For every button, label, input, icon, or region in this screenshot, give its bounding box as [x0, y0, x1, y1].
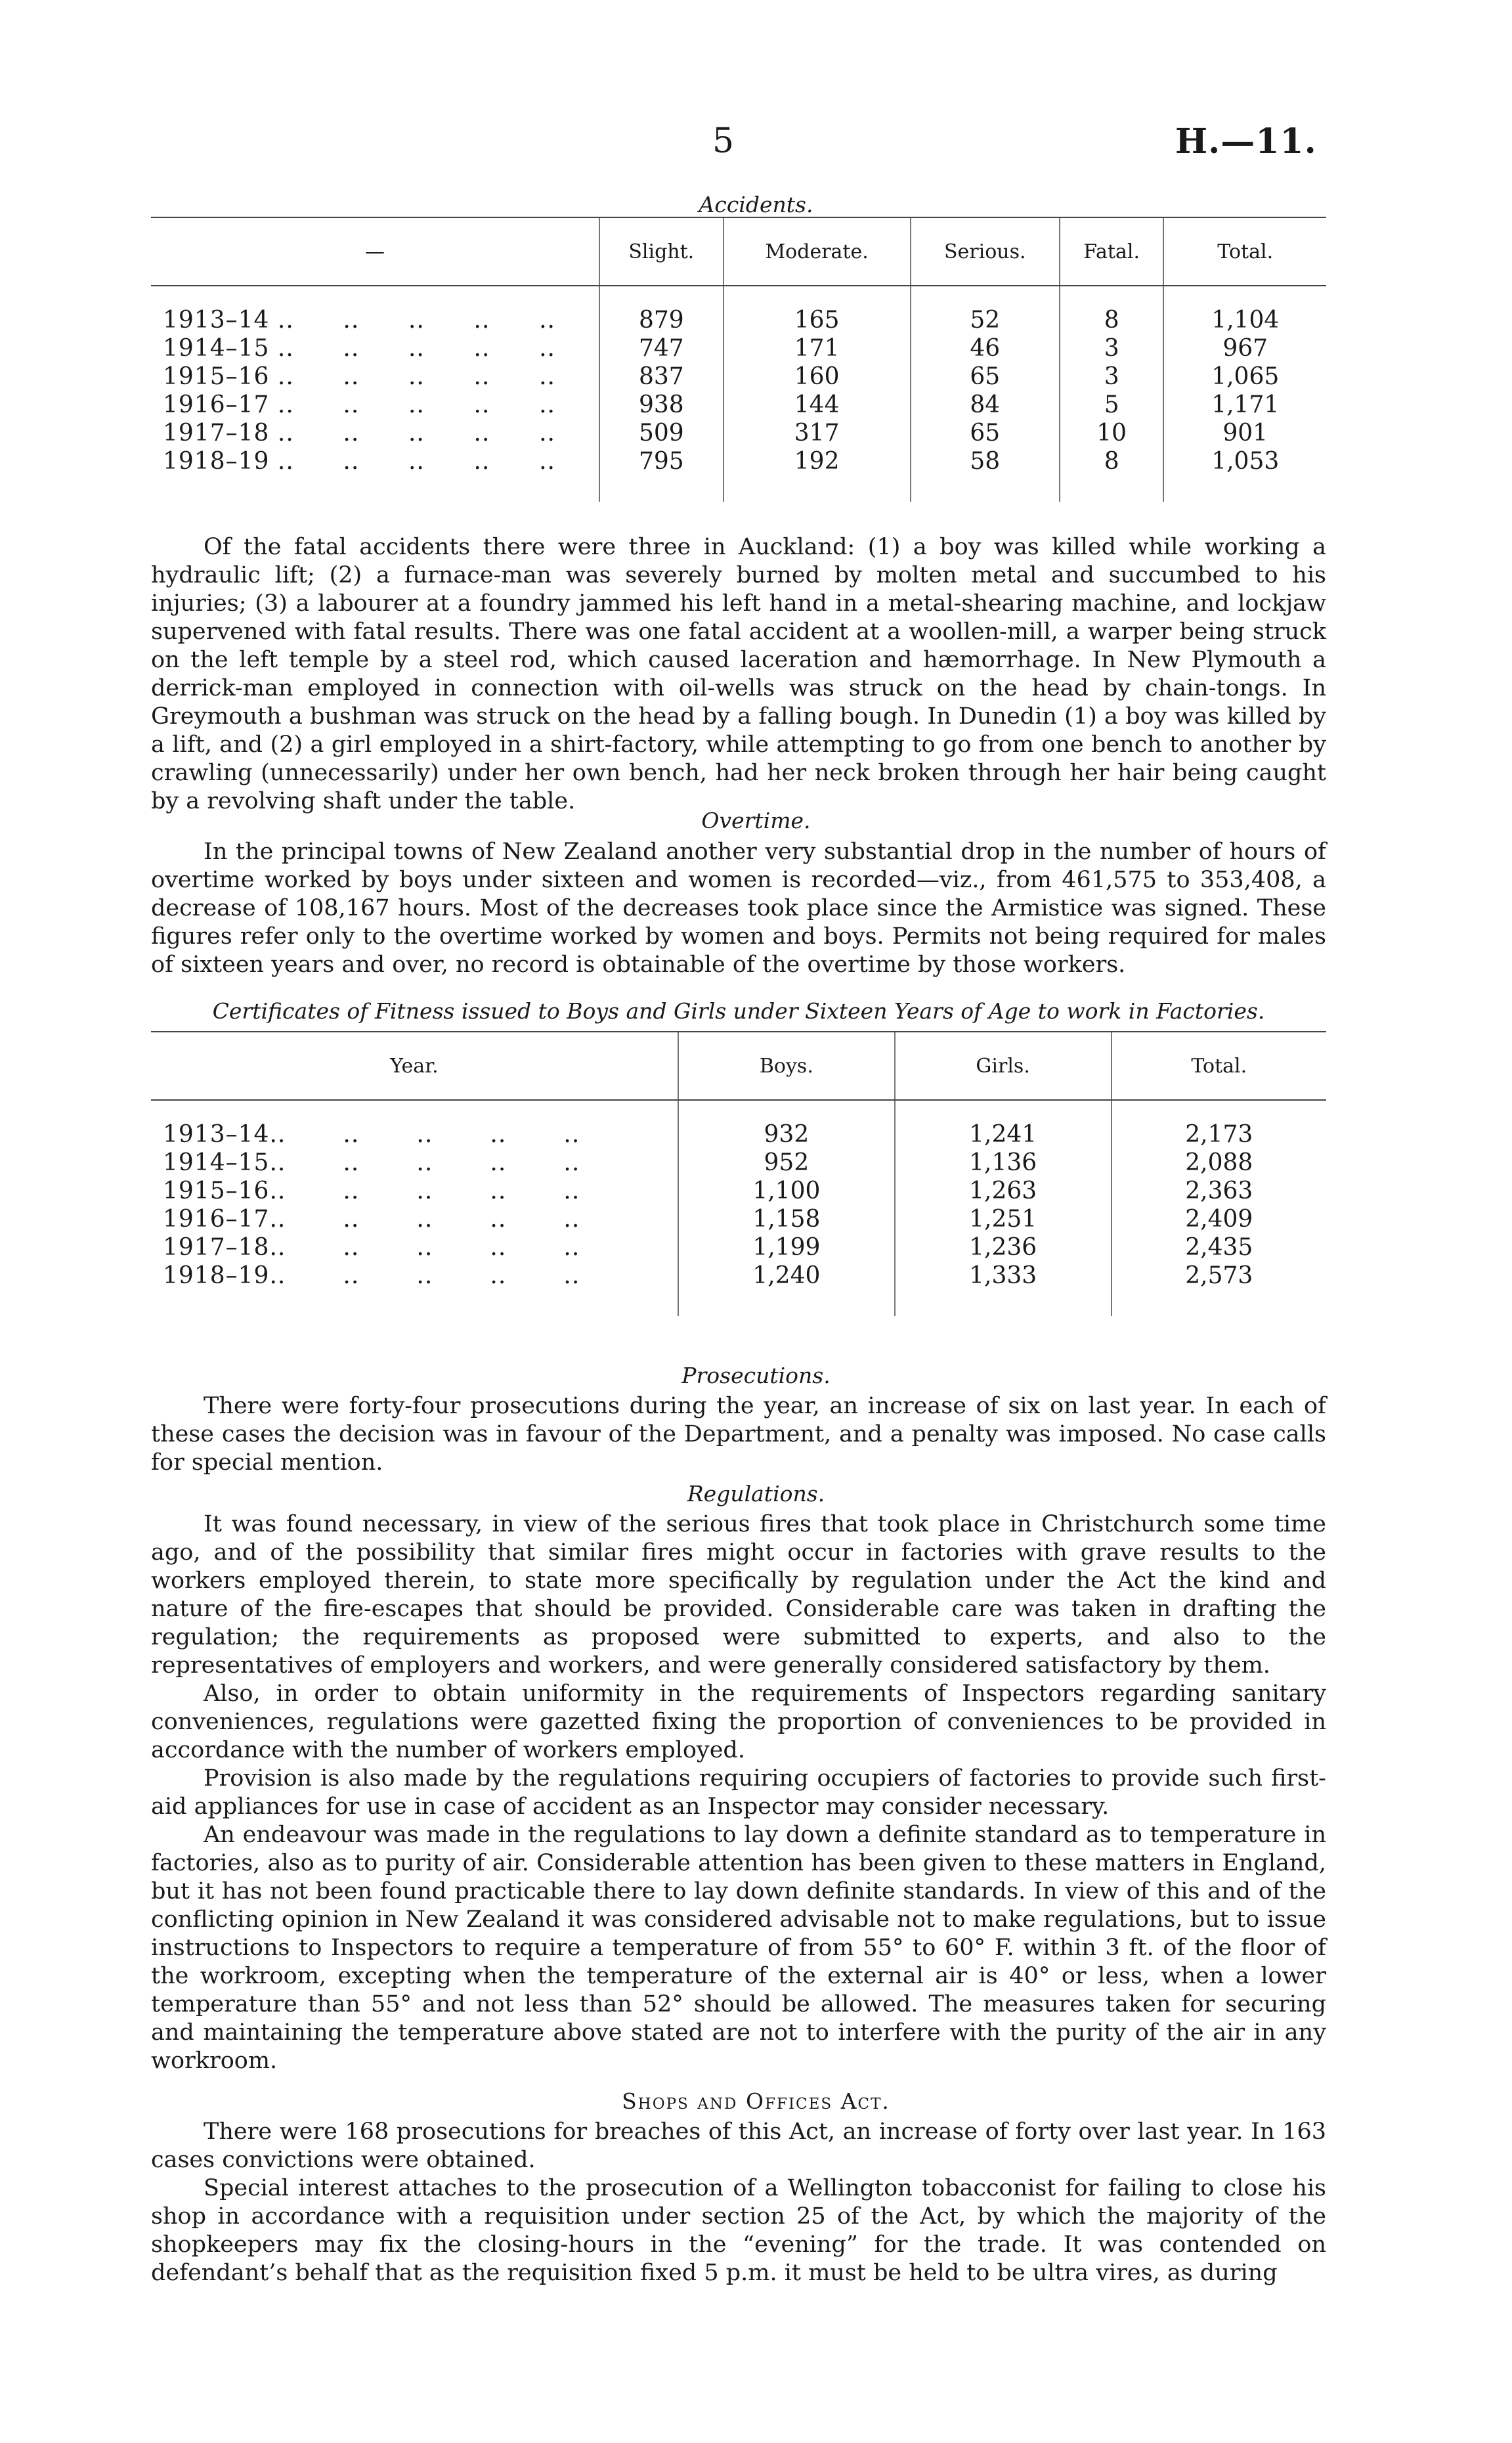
- fatal-cell: 3: [1060, 334, 1164, 363]
- table-row: [151, 391, 1326, 419]
- slight-cell: 879: [599, 306, 724, 334]
- year-cell: 1913–14.. .. .. .. ..: [163, 1121, 580, 1148]
- regulations-caption: Regulations.: [687, 1481, 825, 1507]
- column-header: Total.: [1163, 217, 1326, 286]
- year-cell: 1915–16 .. .. .. .. ..: [163, 363, 555, 390]
- girls-cell: 1,333: [895, 1262, 1112, 1290]
- table-row: [151, 363, 1326, 391]
- column-header: Serious.: [911, 217, 1060, 286]
- year-cell: 1918–19.. .. .. .. ..: [163, 1262, 580, 1289]
- slight-cell: 837: [599, 363, 724, 391]
- year-cell: 1913–14 .. .. .. .. ..: [163, 307, 555, 334]
- moderate-cell: 192: [724, 447, 911, 475]
- girls-cell: 1,263: [895, 1177, 1112, 1205]
- serious-cell: 52: [911, 306, 1060, 334]
- overtime-caption: Overtime.: [701, 808, 811, 833]
- regulations-paragraph: An endeavour was made in the regulations to lay down a definite standard as to temperature in factories, also as to purity of air. Considerable attention has been given to these matters in England, but it has not been found practicable there to lay down definite standards. In view of this and of the conflicting opinion in New Zealand it was considered advisable not to make regulations, but to issue instructions to Inspectors to require a temperature of from 55° to 60° F. within 3 ft. of the floor of the workroom, excepting when the temperature of the external air is 40° or less, when a lower temperature than 55° and not less than 52° should be allowed. The measures taken for securing and maintaining the temperature above stated are not to interfere with the purity of the air in any workroom.: [151, 1822, 1326, 2074]
- fatal-cell: 10: [1060, 419, 1164, 447]
- fatal-cell: 5: [1060, 391, 1164, 419]
- total-cell: 2,363: [1112, 1177, 1326, 1205]
- girls-cell: 1,136: [895, 1149, 1112, 1177]
- page-number: 5: [712, 121, 735, 161]
- total-cell: 1,065: [1163, 363, 1326, 391]
- fatal-cell: 8: [1060, 306, 1164, 334]
- moderate-cell: 317: [724, 419, 911, 447]
- year-cell: 1915–16.. .. .. .. ..: [163, 1177, 580, 1204]
- column-header: Year.: [151, 1032, 678, 1100]
- table-row: [151, 1149, 1326, 1177]
- slight-cell: 747: [599, 334, 724, 363]
- year-cell: 1916–17.. .. .. .. ..: [163, 1206, 580, 1233]
- moderate-cell: 160: [724, 363, 911, 391]
- year-cell: 1916–17 .. .. .. .. ..: [163, 391, 555, 418]
- table-row: [151, 306, 1326, 334]
- girls-cell: 1,236: [895, 1233, 1112, 1262]
- column-header: Fatal.: [1060, 217, 1164, 286]
- accidents-paragraph: Of the fatal accidents there were three in Auckland: (1) a boy was killed while working a hydraulic lift; (2) a furnace-man was severely burned by molten metal and succumbed to his injuries; (3) a labourer at a foundry jammed his left hand in a metal-shearing machine, and lockjaw supervened with fatal results. There was one fatal accident at a woollen-mill, a warper being struck on the left temple by a steel rod, which caused laceration and hæmorrhage. In New Plymouth a derrick-man employed in connection with oil-wells was struck on the head by chain-tongs. In Greymouth a bushman was struck on the head by a falling bough. In Dunedin (1) a boy was killed by a lift, and (2) a girl employed in a shirt-factory, while attempting to go from one bench to another by crawling (unnecessarily) under her own bench, had her neck broken through her hair being caught by a revolving shaft under the table.: [151, 534, 1326, 814]
- boys-cell: 952: [678, 1149, 895, 1177]
- moderate-cell: 165: [724, 306, 911, 334]
- column-header: Girls.: [895, 1032, 1112, 1100]
- table-row: [151, 419, 1326, 447]
- year-cell: 1918–19 .. .. .. .. ..: [163, 448, 555, 475]
- regulations-paragraph: Provision is also made by the regulations requiring occupiers of factories to provide such first-aid appliances for use in case of accident as an Inspector may consider necessary.: [151, 1765, 1326, 1820]
- total-cell: 1,171: [1163, 391, 1326, 419]
- boys-cell: 1,199: [678, 1233, 895, 1262]
- boys-cell: 1,158: [678, 1205, 895, 1233]
- moderate-cell: 171: [724, 334, 911, 363]
- column-header: Total.: [1112, 1032, 1326, 1100]
- table-header-row: [151, 1032, 1326, 1100]
- total-cell: 1,104: [1163, 306, 1326, 334]
- serious-cell: 84: [911, 391, 1060, 419]
- serious-cell: 58: [911, 447, 1060, 475]
- total-cell: 967: [1163, 334, 1326, 363]
- certificates-table: [151, 1031, 1326, 1316]
- year-cell: 1917–18.. .. .. .. ..: [163, 1234, 580, 1261]
- total-cell: 2,409: [1112, 1205, 1326, 1233]
- fatal-cell: 3: [1060, 363, 1164, 391]
- fatal-cell: 8: [1060, 447, 1164, 475]
- year-cell: 1914–15 .. .. .. .. ..: [163, 335, 555, 362]
- accidents-caption: Accidents.: [699, 192, 813, 217]
- overtime-paragraph: In the principal towns of New Zealand another very substantial drop in the number of hours of overtime worked by boys under sixteen and women is recorded—viz., from 461,575 to 353,408, a decrease of 108,167 hours. Most of the decreases took place since the Armistice was signed. These figures refer only to the overtime worked by women and boys. Permits not being required for males of sixteen years and over, no record is obtainable of the overtime by those workers.: [151, 839, 1326, 978]
- column-header: Moderate.: [724, 217, 911, 286]
- year-cell: 1914–15.. .. .. .. ..: [163, 1149, 580, 1176]
- slight-cell: 795: [599, 447, 724, 475]
- document-code: H.—11.: [1175, 121, 1317, 162]
- table-row: [151, 1262, 1326, 1290]
- shops-act-paragraph: There were 168 prosecutions for breaches of this Act, an increase of forty over last year. In 163 cases convictions were obtained.: [151, 2119, 1326, 2173]
- slight-cell: 509: [599, 419, 724, 447]
- boys-cell: 1,240: [678, 1262, 895, 1290]
- prosecutions-caption: Prosecutions.: [681, 1363, 831, 1388]
- certificates-caption: Certificates of Fitness issued to Boys and Girls under Sixteen Years of Age to work in Factories.: [212, 998, 1265, 1024]
- moderate-cell: 144: [724, 391, 911, 419]
- total-cell: 2,573: [1112, 1262, 1326, 1290]
- year-cell: 1917–18 .. .. .. .. ..: [163, 420, 555, 447]
- girls-cell: 1,241: [895, 1120, 1112, 1149]
- shops-act-caption: Shops and Offices Act.: [622, 2088, 890, 2114]
- regulations-paragraphs: [151, 1510, 1326, 2075]
- serious-cell: 46: [911, 334, 1060, 363]
- column-header: —: [151, 217, 599, 286]
- boys-cell: 932: [678, 1120, 895, 1149]
- total-cell: 901: [1163, 419, 1326, 447]
- prosecutions-paragraph: There were forty-four prosecutions during the year, an increase of six on last year. In each of these cases the decision was in favour of the Department, and a penalty was imposed. No case calls for special mention.: [151, 1393, 1326, 1476]
- regulations-paragraph: Also, in order to obtain uniformity in the requirements of Inspectors regarding sanitary conveniences, regulations were gazetted fixing the proportion of conveniences to be provided in accordance with the number of workers employed.: [151, 1681, 1326, 1763]
- girls-cell: 1,251: [895, 1205, 1112, 1233]
- table-row: [151, 1205, 1326, 1233]
- total-cell: 2,088: [1112, 1149, 1326, 1177]
- total-cell: 2,435: [1112, 1233, 1326, 1262]
- boys-cell: 1,100: [678, 1177, 895, 1205]
- accidents-table: [151, 217, 1326, 502]
- table-row: [151, 1177, 1326, 1205]
- table-row: [151, 1233, 1326, 1262]
- slight-cell: 938: [599, 391, 724, 419]
- shops-act-paragraph: Special interest attaches to the prosecution of a Wellington tobacconist for failing to close his shop in accordance with a requisition under section 25 of the Act, by which the majority of the shopkeepers may fix the closing-hours in the “evening” for the trade. It was contended on defendant’s behalf that as the requisition fixed 5 p.m. it must be held to be ultra vires, as during: [151, 2175, 1326, 2286]
- table-row: [151, 447, 1326, 475]
- table-header-row: [151, 217, 1326, 286]
- serious-cell: 65: [911, 419, 1060, 447]
- column-header: Slight.: [599, 217, 724, 286]
- regulations-paragraph: It was found necessary, in view of the serious fires that took place in Christchurch some time ago, and of the possibility that similar fires might occur in factories with grave results to the workers employed therein, to state more specifically by regulation under the Act the kind and nature of the fire-escapes that should be provided. Considerable care was taken in drafting the regulation; the requirements as proposed were submitted to experts, and also to the representatives of employers and workers, and were generally considered satisfactory by them.: [151, 1511, 1326, 1679]
- shops-act-paragraphs: [151, 2118, 1326, 2287]
- total-cell: 1,053: [1163, 447, 1326, 475]
- table-row: [151, 334, 1326, 363]
- column-header: Boys.: [678, 1032, 895, 1100]
- table-row: [151, 1120, 1326, 1149]
- total-cell: 2,173: [1112, 1120, 1326, 1149]
- serious-cell: 65: [911, 363, 1060, 391]
